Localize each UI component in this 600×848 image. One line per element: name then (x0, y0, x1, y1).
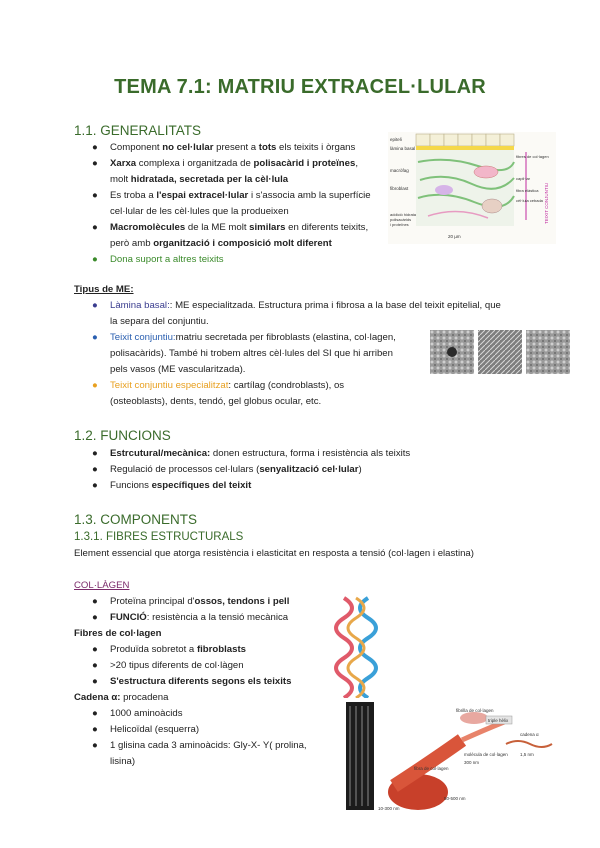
heading-funcions: 1.2. FUNCIONS (74, 428, 171, 443)
funcions-list (74, 446, 554, 494)
fig3-label: triple hèlix (488, 718, 509, 723)
fibres-collagen-heading: Fibres de col·lagen (74, 628, 162, 639)
list-item: ● Regulació de processos cel·lulars (senyalització cel·lular) (92, 464, 362, 475)
micrographs (430, 330, 570, 374)
fig1-scale-label: 20 µm (448, 234, 461, 239)
fig1-label: macròfag (390, 168, 409, 173)
tipus-list (74, 330, 424, 410)
list-item: ● 1000 aminoàcids (92, 708, 183, 719)
micrograph-3 (526, 330, 570, 374)
subheading-fibres: 1.3.1. FIBRES ESTRUCTURALS (74, 531, 244, 543)
micrograph-2 (478, 330, 522, 374)
fibres-list (74, 642, 334, 690)
list-item: ● 1 glisina cada 3 aminoàcids: Gly-X- Y( prolina, lisina) (92, 740, 307, 767)
fig3-label: fibra de col·lagen (414, 766, 449, 771)
heading-generalitats: 1.1. GENERALITATS (74, 123, 202, 138)
triple-helix-figure (334, 594, 380, 698)
epithelium-cells (416, 134, 514, 146)
list-item: ● >20 tipus diferents de col·làgen (92, 660, 244, 671)
collagen-heading: COL·LÀGEN (74, 580, 130, 591)
fig1-label: fibroblast (390, 186, 409, 191)
tipus-list-top (74, 298, 564, 330)
fig1-label: epiteli (390, 137, 402, 142)
fig1-label: cèl·lula cebada (516, 198, 543, 203)
fig1-label: fibres de col·lagen (516, 154, 549, 159)
generalitats-list (74, 140, 384, 268)
list-item: ● Dona suport a altres teixits (92, 254, 224, 265)
basal-lamina-band (416, 146, 514, 150)
heading-components: 1.3. COMPONENTS (74, 512, 198, 527)
list-item: ● Helicoïdal (esquerra) (92, 724, 200, 735)
fig1-label: làmina basal (390, 146, 416, 151)
fig3-label: 10-300 nm (378, 806, 400, 811)
list-item: ● Funcions específiques del teixit (92, 480, 252, 491)
fig1-vertical-label: TEIXIT CONJUNTIU (544, 182, 549, 224)
fig1-label: fibra elàstica (516, 188, 539, 193)
fig3-label: 50-500 nm (444, 796, 466, 801)
list-item: ● Es troba a l'espai extracel·lular i s'associa amb la superfície cel·lular de les cèl·lules que la produeixen (92, 190, 371, 217)
collagen-list (74, 594, 334, 626)
list-item: ● Teixit conjuntiu especialitzat: cartílag (condroblasts), os (osteoblasts), dents, tendó, gel globus ocular, etc. (92, 380, 345, 407)
list-item: ● S'estructura diferents segons els teixits (92, 676, 292, 687)
tipus-heading: Tipus de ME: (74, 284, 134, 295)
ecm-diagram (388, 132, 556, 244)
fig1-label: capil·lar (516, 176, 531, 181)
list-item: ● FUNCIÓ: resistència a la tensió mecànica (92, 612, 289, 623)
list-item: ● Teixit conjuntiu:matriu secretada per fibroblasts (elastina, col·lagen, polisacàrids). També hi trobem altres cèl·lules del SI que hi arriben pels vasos (ME vascularitzada). (92, 332, 396, 375)
list-item: ● Macromolècules de la ME molt similars en diferents teixits, però amb organització i composició molt diferent (92, 222, 369, 249)
page-title: TEMA 7.1: MATRIU EXTRACEL·LULAR (114, 76, 486, 98)
fig1-label: i proteïnes (390, 222, 409, 227)
collagen-fibre-figure (344, 700, 556, 816)
list-item: ● Estrcutural/mecànica: donen estructura, forma i resistència als teixits (92, 448, 411, 459)
list-item: ● Làmina basal:: ME especialitzada. Estructura prima i fibrosa a la base del teixit epitelial, que la separa del conjuntiu. (92, 300, 501, 327)
fig3-label: 300 nm (464, 760, 480, 765)
cadena-heading: Cadena α: procadena (74, 692, 169, 703)
fig1-label: addició hidrata (390, 212, 417, 217)
list-item: ● Xarxa complexa i organitzada de polisacàrid i proteïnes, molt hidratada, secretada per la cèl·lula (92, 158, 358, 185)
fig3-label: molècula de col·lagen (464, 752, 508, 757)
fibres-description: Element essencial que atorga resistència i elasticitat en resposta a tensió (col·lagen i elastina) (74, 548, 474, 559)
fig1-label: polisacàrids (390, 217, 412, 222)
list-item: ● Component no cel·lular present a tots els teixits i òrgans (92, 142, 356, 153)
fig3-label: cadena α (520, 732, 539, 737)
fig3-label: 1,5 nm (520, 752, 534, 757)
list-item: ● Proteïna principal d'ossos, tendons i pell (92, 596, 290, 607)
fig3-label: fibrilla de col·lagen (456, 708, 494, 713)
list-item: ● Produïda sobretot a fibroblasts (92, 644, 246, 655)
cadena-list (74, 706, 334, 770)
